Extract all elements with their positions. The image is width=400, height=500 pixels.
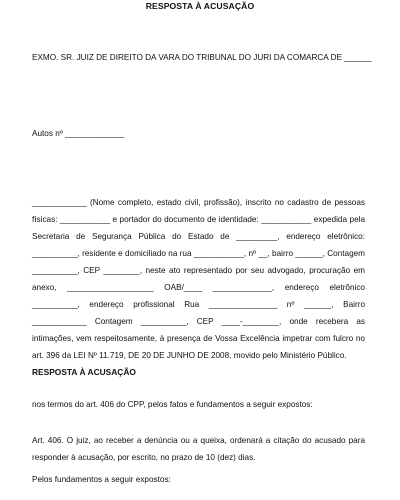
grounds-line: Pelos fundamentos a seguir expostos: <box>32 475 171 484</box>
article-406-paragraph: Art. 406. O juiz, ao receber a denúncia ou a queixa, ordenará a citação do acusado para responder à acusação, por escrito, no prazo de 10 (dez) dias. <box>32 436 365 462</box>
autos-number-line: Autos nº _____________ <box>32 129 125 138</box>
addressee-line: EXMO. SR. JUIZ DE DIREITO DA VARA DO TRIBUNAL DO JURI DA COMARCA DE ______ <box>32 53 372 62</box>
document-title: RESPOSTA À ACUSAÇÃO <box>145 1 255 11</box>
defendant-qualification-paragraph: ____________ (Nome completo, estado civil, profissão), inscrito no cadastro de pessoas físicas: ___________ e portador do documento de identidade: ___________ expedida pela Secretaria de Segurança Pública do Estado de _________, endereço eletrônico: __________, residente e domiciliado na rua ___________, nº __, bairro ______, Contagem __________, CEP ________, neste ato representado por seu advogado, procuração em anexo, ___________________ OAB/____ _____________, endereço eletrônico __________, endereço profissional Rua _______________ nº ______, Bairro ____________ Contagem __________, CEP ____-________, onde recebera as intimações, vem respeitosamente, à presença de Vossa Excelência impetrar com fulcro no art. 396 da LEI Nº 11.719, DE 20 DE JUNHO DE 2008, movido pelo Ministério Público. <box>32 198 365 360</box>
intro-line: nos termos do art. 406 do CPP, pelos fatos e fundamentos a seguir expostos: <box>32 400 313 409</box>
section-heading: RESPOSTA À ACUSAÇÃO <box>32 367 136 377</box>
